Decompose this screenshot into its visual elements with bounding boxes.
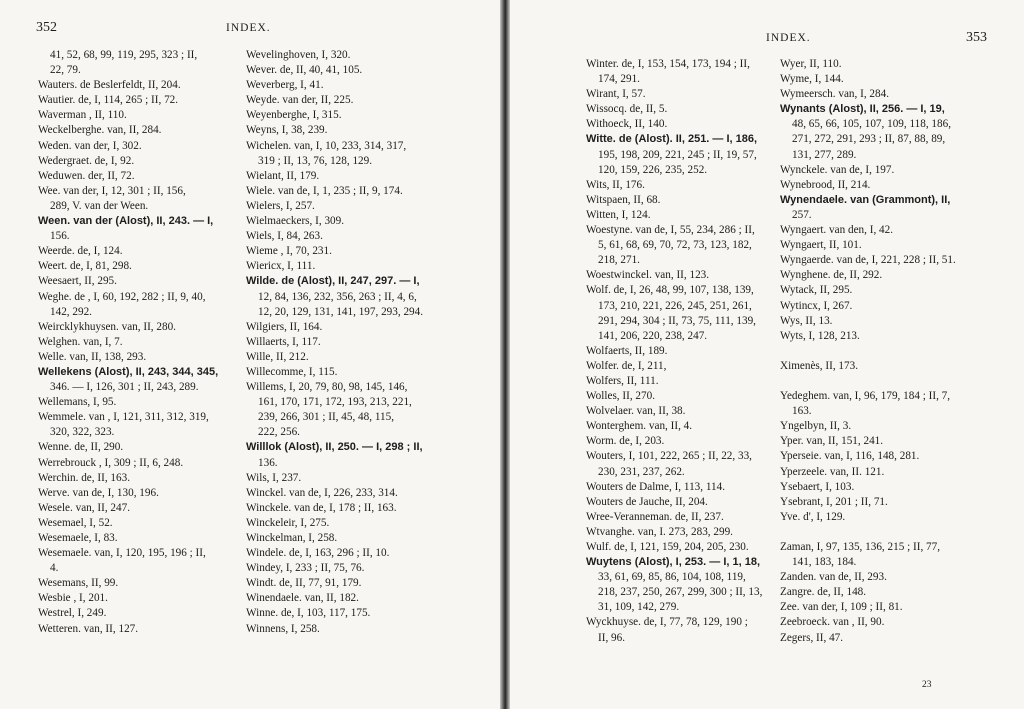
index-entry: Wouters, I, 101, 222, 265 ; II, 22, 33, xyxy=(586,450,752,463)
index-entry: Wichelen. van, I, 10, 233, 314, 317, xyxy=(246,139,407,152)
index-entry: Wesemaele, I, 83. xyxy=(38,532,118,544)
index-entry: Wyngaert. van den, I, 42. xyxy=(780,224,894,237)
index-entry: Wits, II, 176. xyxy=(586,178,645,191)
index-entry: Wever. de, II, 40, 41, 105. xyxy=(246,64,363,77)
signature-mark: 23 xyxy=(922,680,932,690)
index-entry: Wuytens (Alost), I, 253. — I, 1, 18, xyxy=(586,556,761,569)
index-entry: Wellekens (Alost), II, 243, 344, 345, xyxy=(38,365,219,378)
index-entry: Wonterghem. van, II, 4. xyxy=(586,420,693,433)
index-entry-continuation: 218, 271. xyxy=(598,254,640,267)
index-entry: Wenne. de, II, 290. xyxy=(38,441,124,454)
index-entry: Wellemans, I, 95. xyxy=(38,396,117,409)
index-entry: Wemmele. van , I, 121, 311, 312, 319, xyxy=(38,411,209,424)
index-column-right-1 xyxy=(586,57,762,646)
index-entry: Winckele. van de, I, 178 ; II, 163. xyxy=(246,501,397,514)
index-entry: Wissocq. de, II, 5. xyxy=(586,103,668,116)
index-entry: Wynants (Alost), II, 256. — I, 19, xyxy=(780,103,945,116)
index-entry-continuation: 41, 52, 68, 99, 119, 295, 323 ; II, xyxy=(50,49,198,61)
index-entry: Wevelinghoven, I, 320. xyxy=(246,49,351,61)
page-number: 353 xyxy=(966,30,987,45)
index-entry: Zanden. van de, II, 293. xyxy=(780,571,887,584)
right-page xyxy=(510,0,1024,709)
index-entry-continuation: 142, 292. xyxy=(50,305,92,318)
index-entry: Ysebaert, I, 103. xyxy=(780,480,855,493)
index-entry: Wielers, I, 257. xyxy=(246,199,315,212)
index-entry: Wytack, II, 295. xyxy=(780,284,853,297)
index-entry: Yperzeele. van, II. 121. xyxy=(780,465,885,478)
index-entry: Wyngaert, II, 101. xyxy=(780,239,862,252)
index-entry: Westrel, I, 249. xyxy=(38,607,107,620)
index-entry: Yper. van, II, 151, 241. xyxy=(780,435,884,448)
index-column-left-2 xyxy=(246,48,423,637)
index-entry: Winter. de, I, 153, 154, 173, 194 ; II, xyxy=(586,58,750,70)
index-entry: Wiele. van de, I, 1, 235 ; II, 9, 174. xyxy=(246,184,403,197)
index-entry-continuation: 22, 79. xyxy=(50,64,81,77)
index-entry: Witten, I, 124. xyxy=(586,208,651,221)
index-entry-continuation: 218, 237, 250, 267, 299, 300 ; II, 13, xyxy=(598,586,763,599)
index-entry: Wolf. de, I, 26, 48, 99, 107, 138, 139, xyxy=(586,284,754,297)
index-entry: Witspaen, II, 68. xyxy=(586,193,661,206)
index-entry: Ysebrant, I, 201 ; II, 71. xyxy=(780,495,888,508)
index-entry-continuation: 271, 272, 291, 293 ; II, 87, 88, 89, xyxy=(792,133,946,146)
index-entry: Weyde. van der, II, 225. xyxy=(246,94,354,107)
index-entry-continuation: 163. xyxy=(792,405,812,418)
index-entry: Yperseie. van, I, 116, 148, 281. xyxy=(780,450,920,463)
index-entry: Wtvanghe. van, I. 273, 283, 299. xyxy=(586,525,733,538)
index-entry: Wilgiers, II, 164. xyxy=(246,320,323,333)
index-entry-continuation: 319 ; II, 13, 76, 128, 129. xyxy=(258,154,373,167)
index-entry: Windele. de, I, 163, 296 ; II, 10. xyxy=(246,547,390,560)
index-entry: Waverman , II, 110. xyxy=(38,109,127,122)
index-entry: Windt. de, II, 77, 91, 179. xyxy=(246,577,362,590)
index-entry-continuation: 4. xyxy=(50,562,59,575)
index-entry-continuation: 291, 294, 304 ; II, 73, 75, 111, 139, xyxy=(598,314,756,327)
index-entry: Zaman, I, 97, 135, 136, 215 ; II, 77, xyxy=(780,541,941,553)
index-entry: Wynckele. van de, I, 197. xyxy=(780,163,895,176)
index-entry: Wyme, I, 144. xyxy=(780,73,844,86)
index-entry: Wautier. de, I, 114, 265 ; II, 72. xyxy=(38,94,179,107)
index-entry: Wesemans, II, 99. xyxy=(38,577,119,590)
index-entry: Wieme , I, 70, 231. xyxy=(246,245,332,258)
index-entry: Wilde. de (Alost), II, 247, 297. — I, xyxy=(246,275,420,288)
index-entry: Windey, I, 233 ; II, 75, 76. xyxy=(246,562,365,575)
index-entry: Zangre. de, II, 148. xyxy=(780,586,867,599)
index-entry: Winckeleir, I, 275. xyxy=(246,516,330,529)
index-entry: Zegers, II, 47. xyxy=(780,631,844,644)
index-entry-continuation: II, 96. xyxy=(598,631,626,644)
index-entry: Winnens, I, 258. xyxy=(246,622,320,635)
section-gap xyxy=(780,344,956,359)
index-entry-continuation: 120, 159, 226, 235, 252. xyxy=(598,163,708,176)
index-entry: Welle. van, II, 138, 293. xyxy=(38,350,147,363)
index-entry: Wedergraet. de, I, 92. xyxy=(38,154,135,167)
index-entry-continuation: 141, 206, 220, 238, 247. xyxy=(598,329,708,342)
index-entry-continuation: 239, 266, 301 ; II, 45, 48, 115, xyxy=(258,411,395,424)
index-entry: Werve. van de, I, 130, 196. xyxy=(38,486,159,499)
index-entry-continuation: 12, 20, 129, 131, 141, 197, 293, 294. xyxy=(258,305,424,318)
index-entry: Weyns, I, 38, 239. xyxy=(246,124,328,137)
index-entry: Yedeghem. van, I, 96, 179, 184 ; II, 7, xyxy=(780,390,951,403)
index-entry-continuation: 136. xyxy=(258,456,278,469)
section-gap xyxy=(780,525,956,540)
index-column-left-1 xyxy=(38,48,218,637)
index-entry: Wyer, II, 110. xyxy=(780,58,842,70)
index-entry: Willecomme, I, 115. xyxy=(246,365,338,378)
index-entry: Willaerts, I, 117. xyxy=(246,335,321,348)
index-entry: Weverberg, I, 41. xyxy=(246,79,324,92)
index-entry: Ximenès, II, 173. xyxy=(780,359,858,372)
index-entry-continuation: 195, 198, 209, 221, 245 ; II, 19, 57, xyxy=(598,148,757,161)
index-entry: Wielant, II, 179. xyxy=(246,169,320,182)
index-entry: Wytincx, I, 267. xyxy=(780,299,853,312)
index-entry: Zeebroeck. van , II, 90. xyxy=(780,616,885,629)
index-entry: Welghen. van, I, 7. xyxy=(38,335,123,348)
index-entry: Werchin. de, II, 163. xyxy=(38,471,130,484)
index-entry: Wynendaele. van (Grammont), II, xyxy=(780,193,951,206)
index-entry: Ween. van der (Alost), II, 243. — I, xyxy=(38,215,214,228)
index-entry: Wee. van der, I, 12, 301 ; II, 156, xyxy=(38,184,186,197)
index-column-right-2 xyxy=(780,57,956,646)
index-entry: Winckelman, I, 258. xyxy=(246,532,338,544)
section-gap xyxy=(780,374,956,389)
index-entry: Witte. de (Alost). II, 251. — I, 186, xyxy=(586,133,758,146)
index-entry: Wouters de Dalme, I, 113, 114. xyxy=(586,480,726,493)
index-entry: Wys, II, 13. xyxy=(780,314,833,327)
index-entry-continuation: 5, 61, 68, 69, 70, 72, 73, 123, 182, xyxy=(598,239,752,252)
index-entry: Wolvelaer. van, II, 38. xyxy=(586,405,686,418)
page-number: 352 xyxy=(36,20,57,35)
index-entry: Weert. de, I, 81, 298. xyxy=(38,260,132,273)
index-entry: Weghe. de , I, 60, 192, 282 ; II, 9, 40, xyxy=(38,290,206,303)
running-header: INDEX. xyxy=(766,32,811,44)
index-entry: Wauters. de Beslerfeldt, II, 204. xyxy=(38,79,181,92)
index-entry: Wolfer. de, I, 211, xyxy=(586,359,667,372)
index-entry: Wille, II, 212. xyxy=(246,350,309,363)
index-entry-continuation: 222, 256. xyxy=(258,426,300,439)
index-entry: Weircklykhuysen. van, II, 280. xyxy=(38,320,176,333)
index-entry: Withoeck, II, 140. xyxy=(586,118,668,131)
index-entry: Wolles, II, 270. xyxy=(586,390,656,403)
index-entry: Wolfers, II, 111. xyxy=(586,374,659,387)
index-entry: Wiels, I, 84, 263. xyxy=(246,230,323,243)
index-entry-continuation: 289, V. van der Ween. xyxy=(50,199,149,212)
index-entry-continuation: 12, 84, 136, 232, 356, 263 ; II, 4, 6, xyxy=(258,290,417,303)
index-entry: Worm. de, I, 203. xyxy=(586,435,665,448)
left-page xyxy=(0,0,500,709)
index-entry: Wolfaerts, II, 189. xyxy=(586,344,668,357)
index-entry: Wetteren. van, II, 127. xyxy=(38,622,139,635)
index-entry: Wynebrood, II, 214. xyxy=(780,178,871,191)
index-entry: Wulf. de, I, 121, 159, 204, 205, 230. xyxy=(586,541,749,553)
index-entry-continuation: 230, 231, 237, 262. xyxy=(598,465,685,478)
index-entry: Woestwinckel. van, II, 123. xyxy=(586,269,710,282)
index-entry-continuation: 31, 109, 142, 279. xyxy=(598,601,680,614)
index-entry-continuation: 346. — I, 126, 301 ; II, 243, 289. xyxy=(50,381,199,394)
index-entry: Woestyne. van de, I, 55, 234, 286 ; II, xyxy=(586,224,755,237)
index-entry-continuation: 257. xyxy=(792,208,812,221)
index-entry: Werrebrouck , I, 309 ; II, 6, 248. xyxy=(38,456,184,469)
index-entry: Winendaele. van, II, 182. xyxy=(246,592,359,605)
index-entry-continuation: 320, 322, 323. xyxy=(50,426,115,439)
index-entry-continuation: 174, 291. xyxy=(598,73,640,86)
index-entry: Winckel. van de, I, 226, 233, 314. xyxy=(246,486,398,499)
index-entry: Wesbie , I, 201. xyxy=(38,592,108,605)
index-entry: Weyenberghe, I, 315. xyxy=(246,109,342,122)
index-entry-continuation: 131, 277, 289. xyxy=(792,148,857,161)
index-entry: Wymeersch. van, I, 284. xyxy=(780,88,889,101)
index-entry: Wynghene. de, II, 292. xyxy=(780,269,883,282)
book-gutter xyxy=(500,0,510,709)
index-entry-continuation: 33, 61, 69, 85, 86, 104, 108, 119, xyxy=(598,571,746,584)
index-entry-continuation: 161, 170, 171, 172, 193, 213, 221, xyxy=(258,396,412,409)
index-entry: Wielmaeckers, I, 309. xyxy=(246,215,345,228)
index-entry: Wouters de Jauche, II, 204. xyxy=(586,495,708,508)
index-entry-continuation: 48, 65, 66, 105, 107, 109, 118, 186, xyxy=(792,118,952,131)
index-entry-continuation: 141, 183, 184. xyxy=(792,556,857,569)
index-entry: Yngelbyn, II, 3. xyxy=(780,420,852,433)
index-entry: Wyngaerde. van de, I, 221, 228 ; II, 51. xyxy=(780,254,956,267)
index-entry: Wiericx, I, 111. xyxy=(246,260,316,273)
index-entry: Wyts, I, 128, 213. xyxy=(780,329,860,342)
index-entry: Weerde. de, I, 124. xyxy=(38,245,123,258)
index-entry: Winne. de, I, 103, 117, 175. xyxy=(246,607,371,620)
index-entry: Weckelberghe. van, II, 284. xyxy=(38,124,162,137)
index-entry: Wesemaele. van, I, 120, 195, 196 ; II, xyxy=(38,547,206,560)
index-entry: Willems, I, 20, 79, 80, 98, 145, 146, xyxy=(246,381,408,394)
index-entry: Willlok (Alost), II, 250. — I, 298 ; II, xyxy=(246,441,423,454)
index-entry: Zee. van der, I, 109 ; II, 81. xyxy=(780,601,903,614)
index-entry: Wils, I, 237. xyxy=(246,471,302,484)
index-entry: Wirant, I, 57. xyxy=(586,88,646,101)
index-entry: Weduwen. der, II, 72. xyxy=(38,169,135,182)
index-entry: Wesele. van, II, 247. xyxy=(38,501,130,514)
index-entry: Yve. d', I, 129. xyxy=(780,510,846,523)
index-entry-continuation: 173, 210, 221, 226, 245, 251, 261, xyxy=(598,299,752,312)
index-entry: Wree-Veranneman. de, II, 237. xyxy=(586,510,724,523)
index-entry: Weesaert, II, 295. xyxy=(38,275,117,288)
index-entry: Wesemael, I, 52. xyxy=(38,516,113,529)
index-entry: Weden. van der, I, 302. xyxy=(38,139,142,152)
index-entry-continuation: 156. xyxy=(50,230,70,243)
index-entry: Wyckhuyse. de, I, 77, 78, 129, 190 ; xyxy=(586,616,748,629)
running-header: INDEX. xyxy=(226,22,271,34)
